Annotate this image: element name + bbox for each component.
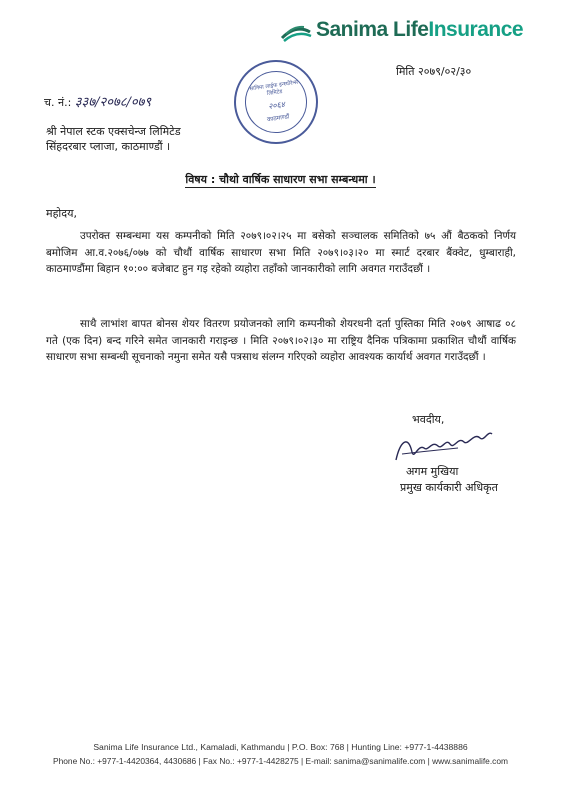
footer-contact: Phone No.: +977-1-4420364, 4430686 | Fax No.: +977-1-4428275 | E-mail: sanima@sanimalife.com | www.sanimalife.com — [53, 756, 508, 766]
footer-address: Sanima Life Insurance Ltd., Kamaladi, Kathmandu | P.O. Box: 768 | Hunting Line: +977-1-4438886 — [93, 742, 468, 752]
company-name: Sanima LifeInsurance — [316, 18, 524, 41]
stamp-text: सानिमा लाईफ इन्स्योरेन्स लिमिटेड — [249, 79, 299, 97]
letter-date: मिति २०७९/०२/३० — [396, 65, 472, 78]
stamp-number: २०६४ — [267, 99, 286, 111]
signatory-name: अगम मुखिया — [406, 465, 459, 478]
signature-icon — [388, 422, 498, 468]
body-paragraph-2: साथै लाभांश बापत बोनस शेयर वितरण प्रयोजनको लागि कम्पनीको शेयरधनी दर्ता पुस्तिका मिति २०७९ आषाढ ०८ गते (एक दिन) बन्द गरिने समेत जानकारी गराइन्छ । मिति २०७९।०२।३० मा राष्ट्रिय दैनिक पत्रिकामा प्रकाशित चौथौं वार्षिक साधारण सभा सम्बन्धी सूचनाको नमुना समेत यसै पत्रसाथ संलग्न गरिएको व्यहोरा आवश्यक कार्यार्थ अवगत गराउँदछौं । — [46, 318, 516, 363]
reference-label: च. नं.: — [44, 96, 72, 109]
stamp-city: काठमाण्डौं — [266, 112, 290, 123]
valediction: भवदीय, — [412, 413, 445, 426]
reference-number — [44, 92, 151, 110]
letter-subject: विषय : चौथो वार्षिक साधारण सभा सम्बन्धमा । — [185, 173, 376, 186]
recipient-address — [46, 124, 181, 154]
salutation: महोदय, — [46, 207, 77, 220]
logo-mark-icon — [280, 22, 312, 42]
company-stamp — [229, 55, 324, 150]
recipient-line-1: श्री नेपाल स्टक एक्सचेन्ज लिमिटेड — [46, 125, 181, 138]
signatory — [400, 464, 498, 496]
signatory-title: प्रमुख कार्यकारी अधिकृत — [400, 481, 498, 494]
reference-value: ३३७/२०७८/०७९ — [74, 95, 152, 110]
recipient-line-2: सिंहदरबार प्लाजा, काठमाण्डौं । — [46, 140, 171, 153]
body-paragraph-1: उपरोक्त सम्बन्धमा यस कम्पनीको मिति २०७९।०२।२५ मा बसेको सञ्चालक समितिको ७५ औं बैठकको निर्णय बमोजिम आ.व.२०७६/०७७ को चौथौं वार्षिक साधारण सभा मिति २०७९।०३।२० मा स्मार्ट दरबार बैंक्वेट, धुम्बाराही, काठमाण्डौंमा बिहान १०:०० बजेबाट हुन गइ रहेको व्यहोरा तहाँको जानकारीको लागि अवगत गराउँदछौं । — [46, 230, 516, 275]
company-logo — [280, 14, 530, 50]
